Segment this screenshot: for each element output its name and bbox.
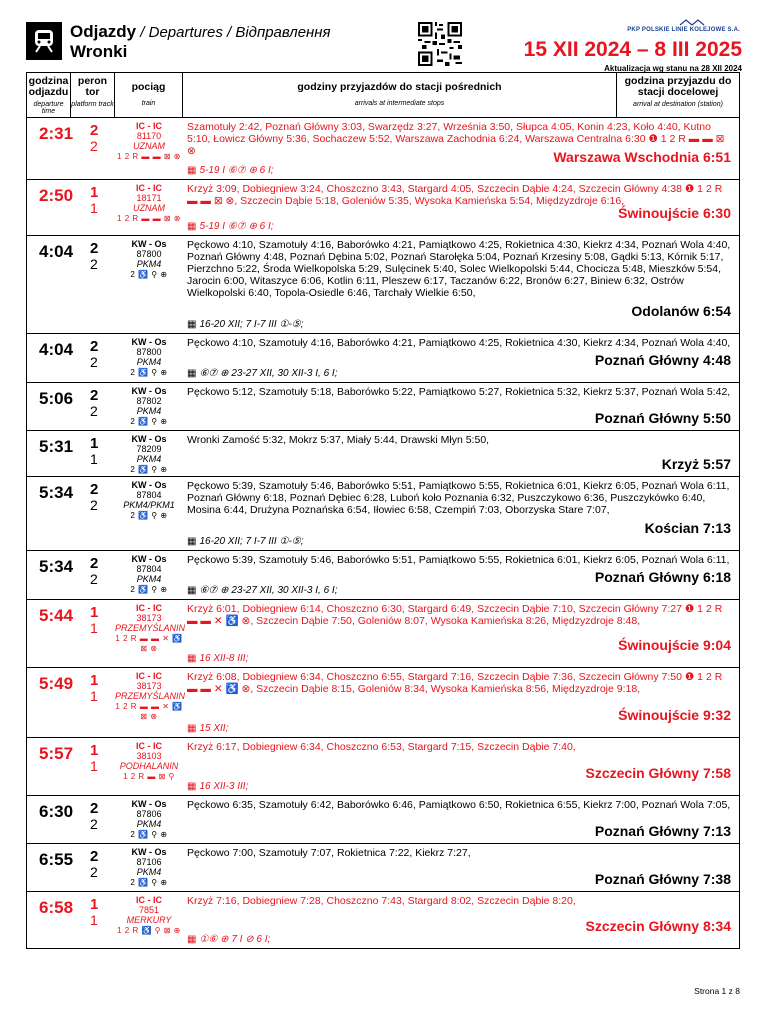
train-info	[115, 118, 183, 179]
track-number: 2	[90, 571, 98, 587]
departure-time: 5:34	[39, 557, 74, 576]
departures-table	[26, 72, 740, 949]
stops-text: Krzyż 6:01, Dobiegniew 6:14, Choszczno 6:30, Stargard 6:49, Szczecin Dąbie 7:10, Szczecin Główny 7:27 ❶ 1 2 R ▬ ▬ ✕ ♿ ⊗, Szczecin Dąbie 7:50, Goleniów 8:07, Wysoka Kamieńska 8:26, Międzyzdroje 8:48,	[187, 603, 723, 627]
platform-track	[71, 738, 115, 795]
train-name: PKM4	[136, 259, 162, 269]
qr-code-icon	[418, 22, 462, 66]
page-title: Odjazdy / Departures / Відправлення	[70, 22, 331, 41]
platform-track	[71, 180, 115, 235]
departure-time: 5:44	[39, 606, 74, 625]
train-info	[115, 892, 183, 948]
platform-number: 1	[90, 672, 99, 689]
intermediate-stops	[183, 383, 739, 430]
operating-days-note	[187, 221, 274, 233]
stops-text: Pęckowo 5:39, Szamotuły 5:46, Baborówko 5:51, Pamiątkowo 5:55, Rokietnica 6:01, Kiekrz 6:05, Poznań Wola 6:11, Poznań Główny 6:18, Poznań Dębiec 6:28, Luboń koło Poznania 6:32, Puszczykowo 6:36, Puszczykówko 6:40, Mosina 6:44, Drużyna Poznańska 6:54, Iłowiec 6:58, Czempiń 7:03, Oborzyska Stare 7:07,	[187, 480, 730, 516]
calendar-icon: ▦	[187, 653, 197, 664]
stops-text: Krzyż 6:17, Dobiegniew 6:34, Choszczno 6:53, Stargard 7:15, Szczecin Dąbie 7:40,	[187, 741, 576, 753]
stops-text: Wronki Zamość 5:32, Mokrz 5:37, Miały 5:44, Drawski Młyn 5:50,	[187, 434, 490, 446]
track-number: 2	[90, 256, 98, 272]
track-number: 2	[90, 138, 98, 154]
platform-number: 1	[90, 435, 99, 452]
stops-text: Pęckowo 5:39, Szamotuły 5:46, Baborówko 5:51, Pamiątkowo 5:55, Rokietnica 6:01, Kiekrz 6:05, Poznań Wola 6:11,	[187, 554, 730, 566]
train-number: 38173	[136, 681, 162, 691]
train-service-icons: 1 2 R ▬ ⊠ ⚲	[123, 772, 175, 781]
header-stops: godziny przyjazdów do stacji pośrednich arrivals at intermediate stops	[183, 73, 617, 117]
platform-track	[71, 796, 115, 843]
destination: Świnoujście 6:30	[618, 205, 731, 221]
platform-track	[71, 118, 115, 179]
calendar-icon: ▦	[187, 368, 197, 379]
train-number: 87106	[136, 857, 162, 867]
note-text: 16 XII-3 III;	[199, 781, 249, 792]
intermediate-stops	[183, 600, 739, 667]
intermediate-stops	[183, 738, 739, 795]
intermediate-stops	[183, 334, 739, 382]
platform-track	[71, 668, 115, 737]
platform-number: 2	[90, 122, 99, 139]
table-header	[27, 73, 739, 118]
table-row	[27, 738, 739, 796]
departure-time: 6:30	[39, 802, 74, 821]
operating-days-note	[187, 585, 338, 597]
train-info	[115, 600, 186, 667]
train-category: KW - Os	[131, 799, 167, 809]
destination: Kościan 7:13	[644, 520, 731, 536]
calendar-icon: ▦	[187, 585, 197, 596]
table-row	[27, 180, 739, 236]
table-row	[27, 600, 739, 668]
train-service-icons: 2 ♿ ⚲ ⊕	[130, 417, 168, 426]
train-service-icons: 2 ♿ ⚲ ⊕	[130, 465, 168, 474]
destination: Świnoujście 9:32	[618, 707, 731, 723]
stops-text: Pęckowo 4:10, Szamotuły 4:16, Baborówko 4:21, Pamiątkowo 4:25, Rokietnica 4:30, Kiekrz 4:34, Poznań Wola 4:40, Poznań Główny 4:48, Poznań Dębina 5:02, Poznań Starołęka 5:04, Poznań Krzesiny 5:08, Gądki 5:13, Kórnik 5:17, Pierzchno 5:22, Środa Wielkopolska 5:29, Sulęcinek 5:40, Solec Wielkopolski 5:44, Chocicza 5:48, Mieszków 5:54, Jarocin 6:00, Witaszyce 6:06, Kotlin 6:11, Pleszew 6:17, Taczanów 6:22, Bronów 6:27, Biniew 6:32, Ostrów Wielkopolski 6:40, Topola-Osiedle 6:46, Tarchały Wielkie 6:50,	[187, 239, 731, 299]
platform-number: 1	[90, 604, 99, 621]
train-name: UZNAM	[133, 203, 165, 213]
table-row	[27, 796, 739, 844]
track-number: 2	[90, 864, 98, 880]
train-service-icons: 2 ♿ ⚲ ⊕	[130, 368, 168, 377]
destination: Szczecin Główny 7:58	[585, 765, 731, 781]
station-name: Wronki	[70, 42, 128, 61]
train-category: KW - Os	[131, 386, 167, 396]
calendar-icon: ▦	[187, 781, 197, 792]
train-name: PKM4	[136, 819, 162, 829]
destination: Poznań Główny 7:38	[594, 871, 731, 887]
platform-track	[71, 383, 115, 430]
train-category: IC - IC	[136, 895, 162, 905]
train-name: PRZEMYŚLANIN	[115, 691, 186, 701]
train-category: KW - Os	[131, 337, 167, 347]
train-category: IC - IC	[136, 671, 162, 681]
train-service-icons: 2 ♿ ⚲ ⊕	[130, 270, 168, 279]
track-number: 1	[90, 912, 98, 928]
page-number: Strona 1 z 8	[694, 986, 740, 996]
platform-track	[71, 892, 115, 948]
train-info	[115, 477, 183, 550]
train-info	[115, 431, 183, 476]
stops-text: Krzyż 6:08, Dobiegniew 6:34, Choszczno 6:55, Stargard 7:16, Szczecin Dąbie 7:36, Szczecin Główny 7:50 ❶ 1 2 R ▬ ▬ ✕ ♿ ⊗, Szczecin Dąbie 8:15, Goleniów 8:34, Wysoka Kamieńska 8:56, Międzyzdroje 9:18,	[187, 671, 723, 695]
operating-days-note	[187, 368, 338, 380]
platform-track	[71, 844, 115, 891]
train-number: 87804	[136, 564, 162, 574]
departure-time: 2:31	[39, 124, 74, 143]
track-number: 2	[90, 403, 98, 419]
intermediate-stops	[183, 551, 739, 599]
calendar-icon: ▦	[187, 221, 197, 232]
track-number: 1	[90, 620, 98, 636]
destination: Szczecin Główny 8:34	[585, 918, 731, 934]
table-body	[27, 118, 739, 948]
train-category: KW - Os	[131, 554, 167, 564]
track-number: 1	[90, 451, 98, 467]
stops-text: Pęckowo 6:35, Szamotuły 6:42, Baborówko 6:46, Pamiątkowo 6:50, Rokietnica 6:55, Kiekrz 7:00, Poznań Wola 7:05,	[187, 799, 731, 811]
intermediate-stops	[183, 668, 739, 737]
train-category: KW - Os	[131, 239, 167, 249]
train-service-icons: 1 2 R ▬ ▬ ⊠ ⊗	[117, 214, 181, 223]
platform-number: 1	[90, 742, 99, 759]
destination: Poznań Główny 4:48	[594, 352, 731, 368]
track-number: 2	[90, 816, 98, 832]
departure-time: 5:49	[39, 674, 74, 693]
train-info	[115, 236, 183, 333]
operating-days-note	[187, 319, 304, 331]
table-row	[27, 551, 739, 600]
train-icon	[26, 22, 62, 60]
train-number: 87800	[136, 249, 162, 259]
calendar-icon: ▦	[187, 723, 197, 734]
calendar-icon: ▦	[187, 536, 197, 547]
train-number: 87800	[136, 347, 162, 357]
train-info	[115, 796, 183, 843]
update-note: Aktualizacja wg stanu na 28 XII 2024	[604, 64, 742, 73]
train-service-icons: 2 ♿ ⚲ ⊕	[130, 585, 168, 594]
intermediate-stops	[183, 844, 739, 891]
train-name: MERKURY	[126, 915, 172, 925]
departure-time: 6:55	[39, 850, 74, 869]
destination: Poznań Główny 5:50	[594, 410, 731, 426]
platform-number: 2	[90, 240, 99, 257]
train-name: UZNAM	[133, 141, 165, 151]
departure-time: 5:06	[39, 389, 74, 408]
header-platform: peron tor platform track	[71, 73, 115, 117]
operating-days-note	[187, 723, 228, 735]
train-category: KW - Os	[131, 434, 167, 444]
platform-track	[71, 477, 115, 550]
track-number: 2	[90, 354, 98, 370]
stops-text: Krzyż 7:16, Dobiegniew 7:28, Choszczno 7:43, Stargard 8:02, Szczecin Dąbie 8:20,	[187, 895, 576, 907]
train-name: PKM4	[136, 454, 162, 464]
train-name: PKM4	[136, 574, 162, 584]
header-destination: godzina przyjazdu do stacji docelowej arrival at destination (station)	[624, 75, 732, 108]
intermediate-stops	[183, 477, 739, 550]
track-number: 2	[90, 497, 98, 513]
table-row	[27, 236, 739, 334]
train-info	[115, 551, 183, 599]
intermediate-stops	[183, 892, 739, 948]
note-text: 16 XII-8 III;	[199, 653, 249, 664]
destination: Świnoujście 9:04	[618, 637, 731, 653]
departure-time: 6:58	[39, 898, 74, 917]
train-info	[115, 668, 186, 737]
train-number: 87802	[136, 396, 162, 406]
table-row	[27, 383, 739, 431]
train-service-icons: 2 ♿ ⚲ ⊕	[130, 830, 168, 839]
train-service-icons: 1 2 R ▬ ▬ ✕ ♿ ⊠ ⊗	[115, 702, 183, 721]
train-info	[115, 383, 183, 430]
platform-track	[71, 600, 115, 667]
calendar-icon: ▦	[187, 319, 197, 330]
train-number: 38173	[136, 613, 162, 623]
table-row	[27, 477, 739, 551]
intermediate-stops	[183, 180, 739, 235]
operating-days-note	[187, 934, 270, 946]
platform-track	[71, 431, 115, 476]
train-name: PODHALANIN	[119, 761, 179, 771]
note-text: 15 XII;	[199, 723, 229, 734]
plk-logo-icon	[678, 19, 706, 26]
destination: Poznań Główny 6:18	[594, 569, 731, 585]
intermediate-stops	[183, 118, 739, 179]
table-row	[27, 844, 739, 892]
train-name: PRZEMYŚLANIN	[115, 623, 186, 633]
note-text: ⑥⑦ ⊕ 23-27 XII, 30 XII-3 I, 6 I;	[199, 585, 338, 596]
stops-text: Pęckowo 7:00, Szamotuły 7:07, Rokietnica 7:22, Kiekrz 7:27,	[187, 847, 471, 859]
train-number: 78209	[136, 444, 162, 454]
validity-dates: 15 XII 2024 – 8 III 2025	[523, 38, 742, 61]
table-row	[27, 334, 739, 383]
note-text: ⑥⑦ ⊕ 23-27 XII, 30 XII-3 I, 6 I;	[199, 368, 338, 379]
departure-time: 5:57	[39, 744, 74, 763]
destination: Odolanów 6:54	[631, 303, 731, 319]
platform-number: 2	[90, 555, 99, 572]
departure-time: 5:34	[39, 483, 74, 502]
train-number: 7851	[138, 905, 160, 915]
platform-track	[71, 334, 115, 382]
note-text: ①⑥ ⊕ 7 I ⊘ 6 I;	[199, 934, 271, 945]
train-number: 38103	[136, 751, 162, 761]
train-info	[115, 334, 183, 382]
table-row	[27, 118, 739, 180]
operating-days-note	[187, 781, 248, 793]
platform-number: 2	[90, 387, 99, 404]
train-info	[115, 180, 183, 235]
train-info	[115, 738, 183, 795]
note-text: 5-19 I ⑥⑦ ⊕ 6 I;	[199, 165, 274, 176]
train-service-icons: 1 2 R ▬ ▬ ✕ ♿ ⊠ ⊗	[115, 634, 183, 653]
table-row	[27, 431, 739, 477]
intermediate-stops	[183, 796, 739, 843]
train-name: PKM4	[136, 406, 162, 416]
platform-track	[71, 551, 115, 599]
platform-number: 2	[90, 338, 99, 355]
note-text: 16-20 XII; 7 I-7 III ①-⑤;	[199, 319, 304, 330]
train-category: IC - IC	[136, 183, 162, 193]
train-service-icons: 1 2 R ♿ ⚲ ⊠ ⊕	[117, 926, 181, 935]
train-name: PKM4	[136, 867, 162, 877]
destination: Poznań Główny 7:13	[594, 823, 731, 839]
note-text: 16-20 XII; 7 I-7 III ①-⑤;	[199, 536, 304, 547]
train-name: PKM4	[136, 357, 162, 367]
departure-time: 4:04	[39, 340, 74, 359]
train-category: KW - Os	[131, 847, 167, 857]
train-category: IC - IC	[136, 121, 162, 131]
train-category: IC - IC	[136, 603, 162, 613]
table-row	[27, 892, 739, 948]
header-departure: godzina odjazdu departure time	[27, 73, 71, 117]
platform-number: 2	[90, 848, 99, 865]
train-service-icons: 2 ♿ ⚲ ⊕	[130, 878, 168, 887]
operating-days-note	[187, 653, 248, 665]
departure-time: 4:04	[39, 242, 74, 261]
train-info	[115, 844, 183, 891]
header	[26, 22, 742, 72]
track-number: 1	[90, 200, 98, 216]
departure-time: 2:50	[39, 186, 74, 205]
calendar-icon: ▦	[187, 165, 197, 176]
platform-number: 2	[90, 800, 99, 817]
destination: Warszawa Wschodnia 6:51	[553, 149, 731, 165]
train-number: 18171	[136, 193, 162, 203]
stops-text: Krzyż 3:09, Dobiegniew 3:24, Choszczno 3:43, Stargard 4:05, Szczecin Dąbie 4:24, Szczecin Główny 4:38 ❶ 1 2 R ▬ ▬ ⊠ ⊗, Szczecin Dąbie 5:18, Goleniów 5:35, Wysoka Kamieńska 5:54, Międzyzdroje 6:16,	[187, 183, 723, 207]
stops-text: Szamotuły 2:42, Poznań Główny 3:03, Swarzędz 3:27, Września 3:50, Słupca 4:05, Konin 4:23, Koło 4:40, Kutno 5:10, Łowicz Główny 5:36, Sochaczew 5:52, Warszawa Zachodnia 6:24, Warszawa Centralna 6:30 ❶ 1 2 R ▬ ▬ ⊠ ⊗	[187, 121, 725, 157]
track-number: 1	[90, 758, 98, 774]
calendar-icon: ▦	[187, 934, 197, 945]
destination: Krzyż 5:57	[661, 456, 731, 472]
stops-text: Pęckowo 4:10, Szamotuły 4:16, Baborówko 4:21, Pamiątkowo 4:25, Rokietnica 4:30, Kiekrz 4:34, Poznań Wola 4:40,	[187, 337, 731, 349]
operating-days-note	[187, 536, 304, 548]
brand-name: PKP POLSKIE LINIE KOLEJOWE S.A.	[627, 27, 740, 33]
table-row	[27, 668, 739, 738]
platform-number: 2	[90, 481, 99, 498]
train-name: PKM4/PKM1	[123, 500, 175, 510]
header-train: pociąg train	[115, 73, 183, 117]
note-text: 5-19 I ⑥⑦ ⊕ 6 I;	[199, 221, 274, 232]
track-number: 1	[90, 688, 98, 704]
platform-number: 1	[90, 896, 99, 913]
operating-days-note	[187, 165, 274, 177]
train-number: 87806	[136, 809, 162, 819]
train-category: IC - IC	[136, 741, 162, 751]
train-category: KW - Os	[131, 480, 167, 490]
platform-track	[71, 236, 115, 333]
train-service-icons: 1 2 R ▬ ▬ ⊠ ⊗	[117, 152, 181, 161]
train-number: 87804	[136, 490, 162, 500]
train-service-icons: 2 ♿ ⚲ ⊕	[130, 511, 168, 520]
intermediate-stops	[183, 431, 739, 476]
platform-number: 1	[90, 184, 99, 201]
departure-time: 5:31	[39, 437, 74, 456]
stops-text: Pęckowo 5:12, Szamotuły 5:18, Baborówko 5:22, Pamiątkowo 5:27, Rokietnica 5:32, Kiekrz 5:37, Poznań Wola 5:42,	[187, 386, 731, 398]
train-number: 81170	[136, 131, 162, 141]
intermediate-stops	[183, 236, 739, 333]
